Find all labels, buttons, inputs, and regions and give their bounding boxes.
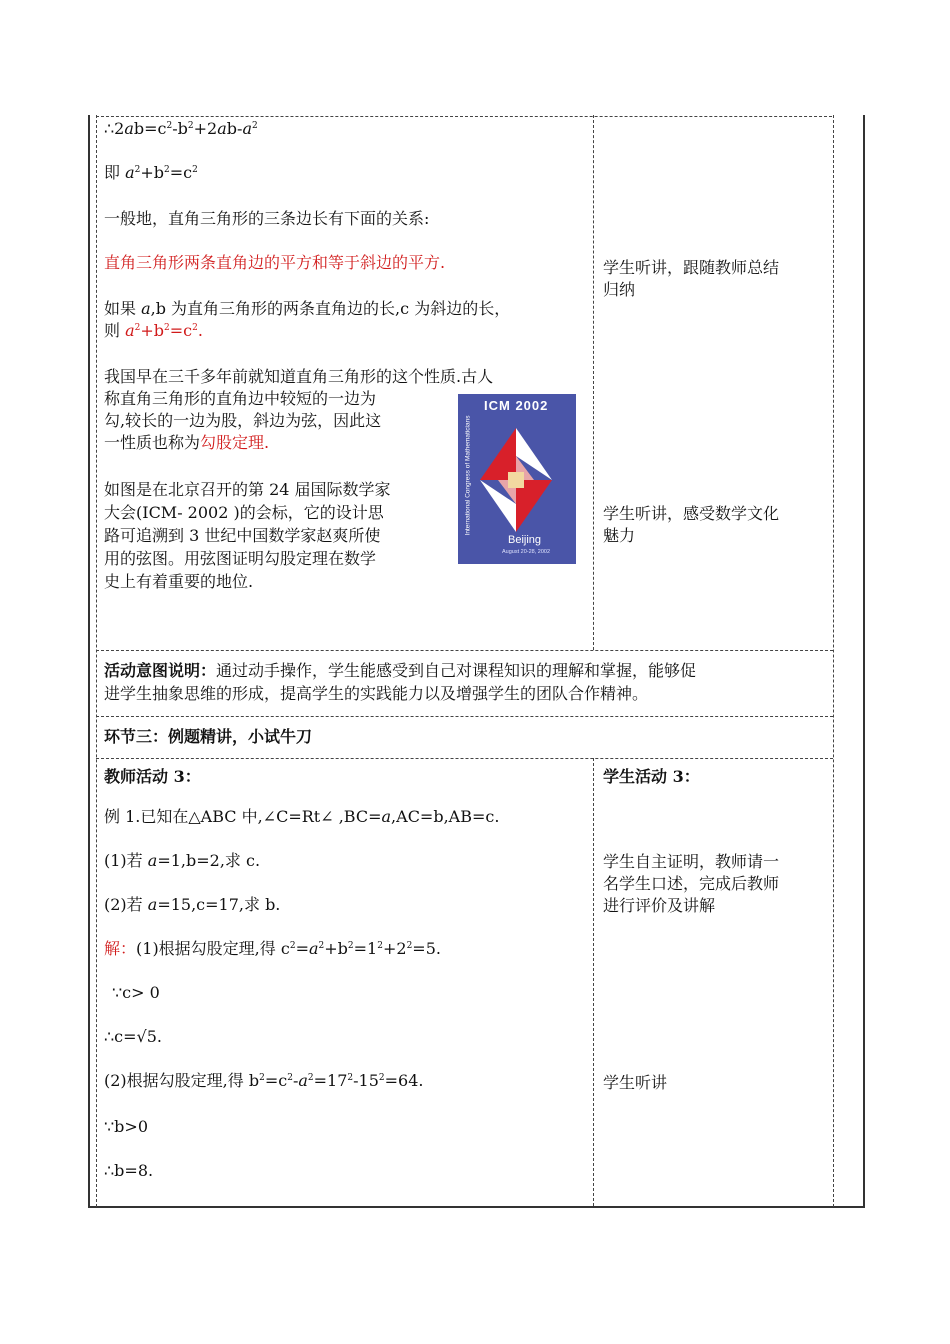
question-2: (2)若 a=15,c=17,求 b.	[104, 895, 281, 914]
icm-line-2: 大会(ICM- 2002 )的会标，它的设计思	[104, 503, 384, 522]
student-note-summary-1: 学生听讲，跟随教师总结	[603, 258, 780, 277]
teacher-activity-heading: 教师活动 3：	[104, 767, 201, 786]
derivation-line-2: 即 $a^2+b^2=c^2$	[104, 163, 198, 182]
row-divider-3	[96, 758, 833, 759]
if-line: 如果 a,b 为直角三角形的两条直角边的长,c 为斜边的长，	[104, 299, 511, 318]
student-note-summary-2: 归纳	[603, 280, 636, 299]
row-divider-2	[96, 716, 833, 717]
history-line-2: 称直角三角形的直角边中较短的一边为	[104, 389, 377, 408]
icm-line-1: 如图是在北京召开的第 24 届国际数学家	[104, 480, 391, 499]
section-3-title: 环节三：例题精讲，小试牛刀	[104, 727, 313, 746]
logo-side-text: International Congress of Mathematicians	[464, 415, 472, 536]
col-divider-mid-top	[593, 115, 594, 650]
intent-line-1: 活动意图说明：通过动手操作，学生能感受到自己对课程知识的理解和掌握，能够促	[104, 661, 697, 680]
student-proof-3: 进行评价及讲解	[603, 896, 716, 915]
table-left-border	[88, 115, 90, 1207]
theorem-statement: 直角三角形两条直角边的平方和等于斜边的平方.	[104, 253, 446, 272]
derivation-line-1: $\therefore 2ab=c^2-b^2+2ab-a^2$	[104, 119, 258, 138]
logo-city: Beijing	[508, 534, 542, 546]
because-2: ∵b>0	[104, 1117, 149, 1136]
col-divider-mid-bottom	[593, 758, 594, 1206]
logo-date: August 20-28, 2002	[502, 549, 551, 555]
student-note-culture-1: 学生听讲，感受数学文化	[603, 504, 780, 523]
therefore-1: ∴c=√5.	[104, 1027, 163, 1046]
student-note-culture-2: 魅力	[603, 526, 636, 545]
logo-title: ICM 2002	[484, 398, 549, 413]
example-1: 例 1.已知在△ABC 中,∠C=Rt∠ ,BC=a,AC=b,AB=c.	[104, 807, 500, 826]
table-right-border	[863, 115, 865, 1207]
general-relation-text: 一般地，直角三角形的三条边长有下面的关系:	[104, 209, 430, 228]
student-activity-heading: 学生活动 3：	[603, 767, 700, 786]
table-bottom-border	[88, 1206, 865, 1208]
student-proof-1: 学生自主证明，教师请一	[603, 852, 780, 871]
row-divider-1	[96, 650, 833, 651]
icm-2002-logo	[458, 394, 576, 564]
intent-line-2: 进学生抽象思维的形成，提高学生的实践能力以及增强学生的团队合作精神。	[104, 684, 649, 703]
history-line-3: 勾,较长的一边为股，斜边为弦，因此这	[104, 411, 382, 430]
therefore-2: ∴b=8.	[104, 1161, 154, 1180]
icm-line-4: 用的弦图。用弦图证明勾股定理在数学	[104, 549, 377, 568]
history-line-1: 我国早在三千多年前就知道直角三角形的这个性质.古人	[104, 367, 494, 386]
because-1: ∵c> 0	[112, 983, 160, 1002]
icm-line-3: 路可追溯到 3 世纪中国数学家赵爽所使	[104, 526, 381, 545]
icm-line-5: 史上有着重要的地位.	[104, 572, 254, 591]
diagram-center-square	[508, 472, 524, 488]
student-proof-2: 名学生口述，完成后教师	[603, 874, 780, 893]
solution-1: 解：(1)根据勾股定理,得 $c^2=a^2+b^2=1^2+2^2=5$.	[104, 939, 441, 958]
top-edge	[96, 116, 832, 117]
col-divider-right	[833, 115, 834, 1207]
student-listen: 学生听讲	[603, 1073, 668, 1092]
then-line: 则 $a^2+b^2=c^2$.	[104, 321, 203, 340]
inner-left-border	[96, 115, 97, 1207]
solution-2: (2)根据勾股定理,得 $b^2=c^2-a^2=17^2-15^2=64$.	[104, 1071, 424, 1090]
history-line-4: 一性质也称为勾股定理.	[104, 433, 270, 452]
question-1: (1)若 a=1,b=2,求 c.	[104, 851, 261, 870]
